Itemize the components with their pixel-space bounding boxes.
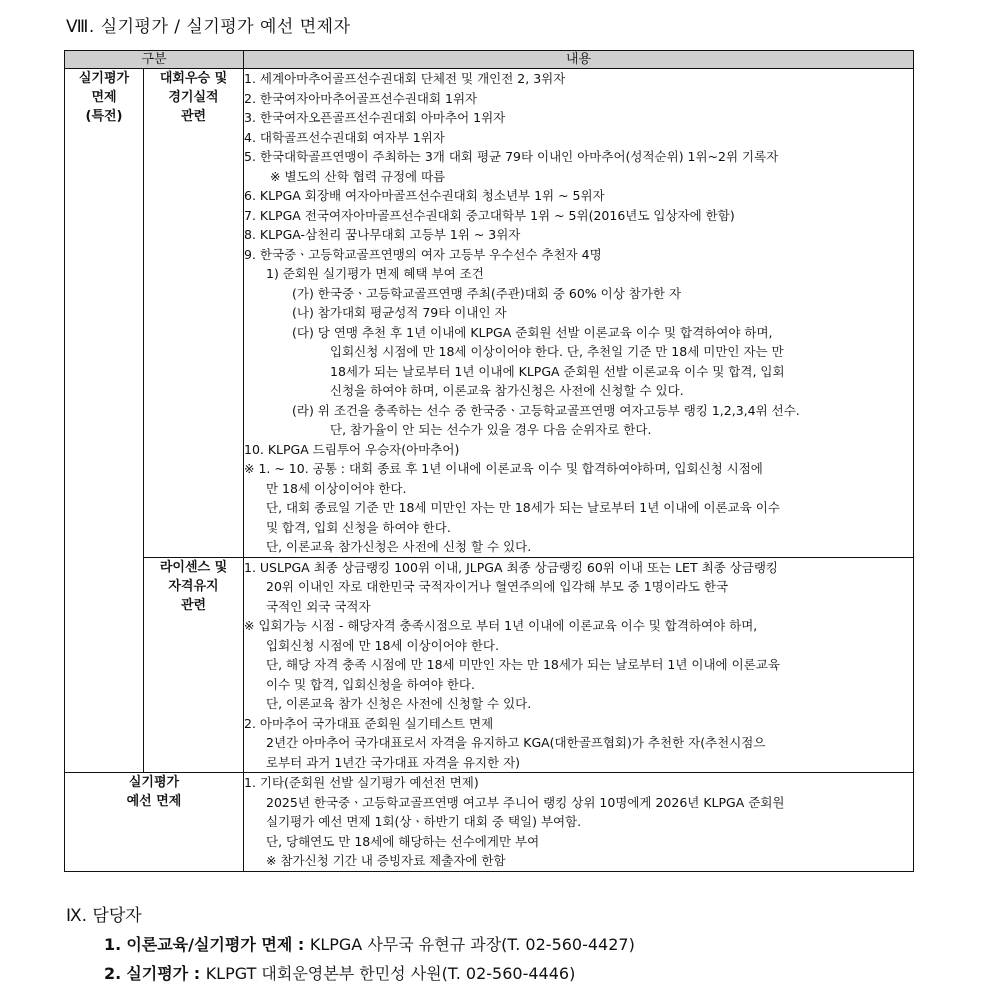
competition-content xyxy=(244,69,914,558)
exemption-table xyxy=(64,50,914,872)
header-content: 내용 xyxy=(244,51,914,69)
content-line: 3. 한국여자오픈골프선수권대회 아마추어 1위자 xyxy=(244,110,506,125)
content-line: 단, 해당 자격 충족 시점에 만 18세 미만인 자는 만 18세가 되는 날로부터 1년 이내에 이론교육 xyxy=(266,657,780,672)
content-line: 단, 참가율이 안 되는 선수가 있을 경우 다음 순위자로 한다. xyxy=(330,422,652,437)
content-line: 2025년 한국중ㆍ고등학교골프연맹 여고부 주니어 랭킹 상위 10명에게 2026년 KLPGA 준회원 xyxy=(266,794,785,810)
contact-num: 2. xyxy=(104,964,122,983)
content-line: 1. USLPGA 최종 상금랭킹 100위 이내, JLPGA 최종 상금랭킹 60위 이내 또는 LET 최종 상금랭킹 xyxy=(244,559,778,575)
group-prelim-exemption-label: 실기평가 예선 면제 xyxy=(65,773,244,872)
content-line: ※ 입회가능 시점 - 해당자격 충족시점으로 부터 1년 이내에 이론교육 이수 및 합격하여야 하며, xyxy=(244,618,758,633)
contact-sep: : xyxy=(292,935,310,954)
content-line: (가) 한국중ㆍ고등학교골프연맹 주최(주관)대회 중 60% 이상 참가한 자 xyxy=(292,285,682,301)
content-line: 7. KLPGA 전국여자아마골프선수권대회 중고대학부 1위 ~ 5위(2016년도 입상자에 한함) xyxy=(244,207,735,223)
content-line: (나) 참가대회 평균성적 79타 이내인 자 xyxy=(292,305,507,320)
content-line: (라) 위 조건을 충족하는 선수 중 한국중ㆍ고등학교골프연맹 여자고등부 랭킹 1,2,3,4위 선수. xyxy=(292,402,800,418)
content-line: 로부터 과거 1년간 국가대표 자격을 유지한 자) xyxy=(266,754,521,770)
content-line: ※ 1. ~ 10. 공통 : 대회 종료 후 1년 이내에 이론교육 이수 및 합격하여야하며, 입회신청 시점에 xyxy=(244,461,763,476)
contact-item-2 xyxy=(104,961,575,984)
content-line: 4. 대학골프선수권대회 여자부 1위자 xyxy=(244,129,445,145)
content-line: 2. 아마추어 국가대표 준회원 실기테스트 면제 xyxy=(244,715,494,731)
content-line: 이수 및 합격, 입회신청을 하여야 한다. xyxy=(266,676,475,692)
content-line: 실기평가 예선 면제 1회(상ㆍ하반기 대회 중 택일) 부여함. xyxy=(266,814,582,829)
content-line: 20위 이내인 자로 대한민국 국적자이거나 혈연주의에 입각해 부모 중 1명이라도 한국 xyxy=(266,579,729,594)
content-line: ※ 참가신청 기간 내 증빙자료 제출자에 한함 xyxy=(266,853,506,868)
license-content xyxy=(244,557,914,773)
content-line: 18세가 되는 날로부터 1년 이내에 KLPGA 준회원 선발 이론교육 이수 및 합격, 입회 xyxy=(330,363,785,379)
content-line: 1. 세계아마추어골프선수권대회 단체전 및 개인전 2, 3위자 xyxy=(244,71,566,86)
content-line: 국적인 외국 국적자 xyxy=(266,598,371,614)
content-line: 5. 한국대학골프연맹이 주최하는 3개 대회 평균 79타 이내인 아마추어(성적순위) 1위~2위 기록자 xyxy=(244,149,779,164)
contact-item-1 xyxy=(104,932,635,955)
content-line: 신청을 하여야 하며, 이론교육 참가신청은 사전에 신청할 수 있다. xyxy=(330,383,684,398)
content-line: 단, 이론교육 참가신청은 사전에 신청 할 수 있다. xyxy=(266,539,532,554)
content-line: 2. 한국여자아마추어골프선수권대회 1위자 xyxy=(244,90,478,106)
content-line: 입회신청 시점에 만 18세 이상이어야 한다. 단, 추천일 기준 만 18세 미만인 자는 만 xyxy=(330,344,784,359)
content-line: 단, 당해연도 만 18세에 해당하는 선수에게만 부여 xyxy=(266,833,540,849)
content-line: 10. KLPGA 드림투어 우승자(아마추어) xyxy=(244,441,460,457)
section-8-title: Ⅷ. 실기평가 / 실기평가 예선 면제자 xyxy=(66,17,351,37)
content-line: 2년간 아마추어 국가대표로서 자격을 유지하고 KGA(대한골프협회)가 추천한 자(추천시점으 xyxy=(266,735,766,750)
section-9-title: Ⅸ. 담당자 xyxy=(66,906,142,926)
content-line: 1) 준회원 실기평가 면제 혜택 부여 조건 xyxy=(266,266,484,281)
contact-sep: : xyxy=(188,964,206,983)
content-line: (다) 당 연맹 추천 후 1년 이내에 KLPGA 준회원 선발 이론교육 이수 및 합격하여야 하며, xyxy=(292,324,773,340)
contact-label: 이론교육/실기평가 면제 xyxy=(126,935,293,954)
header-category: 구분 xyxy=(65,51,244,69)
content-line: 8. KLPGA-삼천리 꿈나무대회 고등부 1위 ~ 3위자 xyxy=(244,227,521,242)
contact-num: 1. xyxy=(104,935,122,954)
content-line: ※ 별도의 산학 협력 규정에 따름 xyxy=(270,168,446,184)
content-line: 1. 기타(준회원 선발 실기평가 예선전 면제) xyxy=(244,775,479,790)
prelim-exemption-content xyxy=(244,773,914,872)
content-line: 단, 대회 종료일 기준 만 18세 미만인 자는 만 18세가 되는 날로부터 1년 이내에 이론교육 이수 xyxy=(266,500,780,515)
content-line: 6. KLPGA 회장배 여자아마골프선수권대회 청소년부 1위 ~ 5위자 xyxy=(244,188,605,203)
contact-value: KLPGT 대회운영본부 한민성 사원(T. 02-560-4446) xyxy=(205,964,576,983)
content-line: 입회신청 시점에 만 18세 이상이어야 한다. xyxy=(266,637,499,653)
content-line: 9. 한국중ㆍ고등학교골프연맹의 여자 고등부 우수선수 추천자 4명 xyxy=(244,246,602,262)
subgroup-competition-label: 대회우승 및 경기실적 관련 xyxy=(144,69,244,558)
contact-value: KLPGA 사무국 유현규 과장(T. 02-560-4427) xyxy=(309,935,635,954)
content-line: 및 합격, 입회 신청을 하여야 한다. xyxy=(266,519,451,535)
content-line: 만 18세 이상이어야 한다. xyxy=(266,480,407,496)
subgroup-license-label: 라이센스 및 자격유지 관련 xyxy=(144,557,244,773)
content-line: 단, 이론교육 참가 신청은 사전에 신청할 수 있다. xyxy=(266,696,532,711)
group-exemption-label: 실기평가 면제 (특전) xyxy=(65,69,144,773)
contact-label: 실기평가 xyxy=(126,964,189,983)
